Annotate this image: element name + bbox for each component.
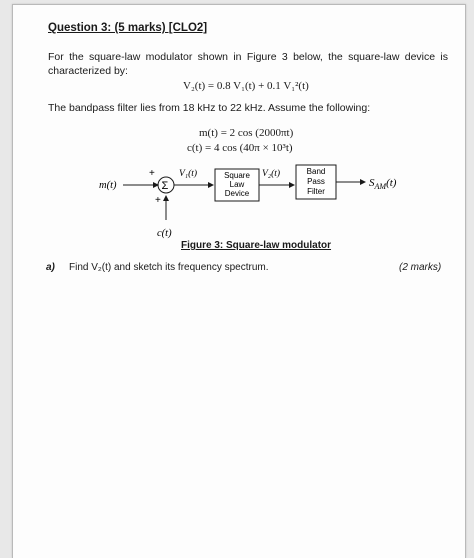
question-title: Question 3: (5 marks) [CLO2]	[48, 22, 208, 34]
figure-caption: Figure 3: Square-law modulator	[181, 240, 332, 251]
carrier-label: c(t)	[157, 228, 172, 239]
part-a-label: a)	[46, 262, 55, 273]
square-law-line-2: Law	[229, 180, 245, 189]
output-label	[369, 177, 397, 191]
v2-label: V₂(t)	[262, 169, 281, 179]
part-a-text: Find V₂(t) and sketch its frequency spectrum.	[69, 262, 269, 273]
bandpass-description: The bandpass filter lies from 18 kHz to 22 kHz. Assume the following:	[48, 102, 371, 114]
output-label-sub: AM	[374, 182, 387, 191]
filter-line-1: Band	[306, 167, 326, 176]
plus-bottom: +	[155, 195, 161, 206]
document-page	[12, 4, 466, 558]
part-a-marks: (2 marks)	[399, 262, 442, 273]
message-equation: m(t) = 2 cos (2000πt)	[199, 127, 294, 139]
input-label: m(t)	[99, 180, 117, 191]
filter-line-2: Pass	[307, 177, 325, 186]
carrier-equation: c(t) = 4 cos (40π × 10³t)	[187, 142, 293, 154]
block-diagram	[13, 5, 465, 245]
device-equation: V₂(t) = 0.8 V₁(t) + 0.1 V₁²(t)	[183, 80, 309, 92]
square-law-line-1: Square	[224, 171, 250, 180]
output-label-arg: (t)	[386, 177, 397, 189]
output-label-main: S	[369, 177, 375, 189]
question-intro: For the square-law modulator shown in Figure 3 below, the square-law device is characterized by:	[48, 51, 448, 77]
filter-line-3: Filter	[307, 187, 325, 196]
v1-label: V₁(t)	[179, 169, 198, 179]
sum-symbol: Σ	[161, 180, 169, 192]
square-law-line-3: Device	[224, 189, 250, 198]
plus-top: +	[149, 168, 155, 179]
